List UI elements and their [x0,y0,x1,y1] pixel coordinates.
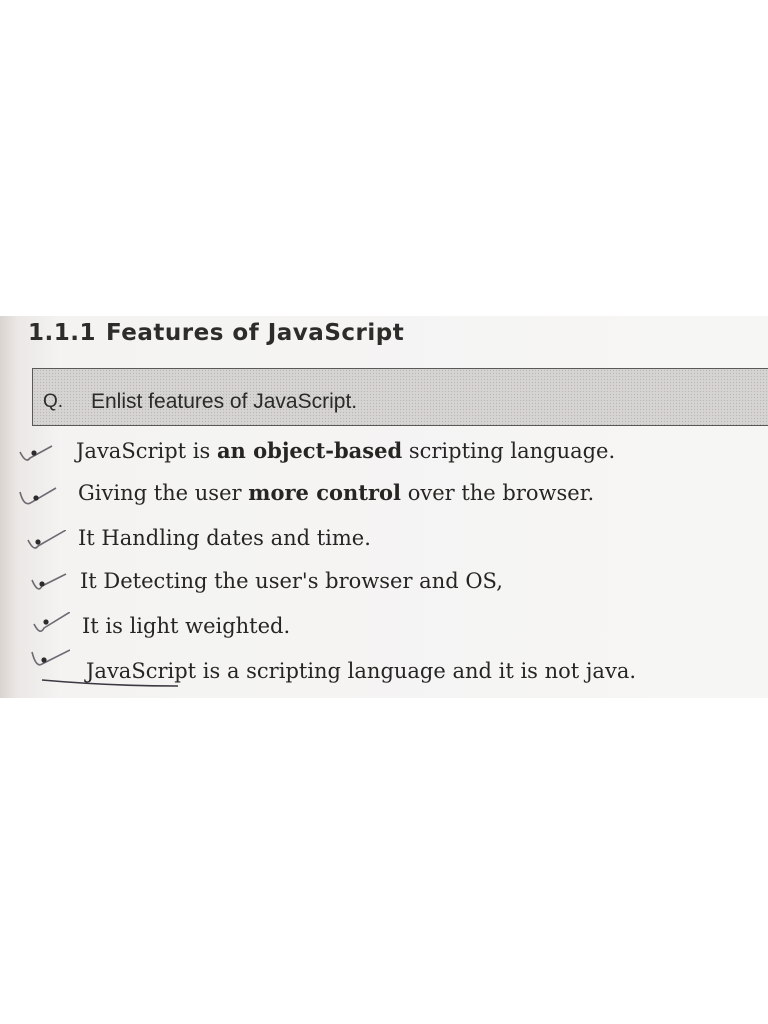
pen-tick-icon [18,486,58,508]
list-item: It Handling dates and time. [78,526,371,550]
pen-tick-icon [30,612,70,634]
list-item: JavaScript is an object-based scripting language. [76,438,616,463]
list-item: It Detecting the user's browser and OS, [80,569,503,593]
pen-tick-icon [28,572,68,594]
question-text: Enlist features of JavaScript. [91,390,358,413]
section-number: 1.1.1 [28,320,96,346]
list-item: It is light weighted. [82,614,291,638]
pen-tick-icon [30,646,70,668]
list-item: Giving the user more control over the browser. [78,480,595,505]
list-item: JavaScript is a scripting language and it is not java. [86,659,637,683]
question-box [32,368,768,426]
pen-tick-icon [18,444,58,466]
section-heading [28,316,404,346]
document-photo [0,316,768,698]
pen-tick-icon [26,530,66,552]
section-title: Features of JavaScript [106,320,405,346]
question-label: Q. [43,391,64,412]
